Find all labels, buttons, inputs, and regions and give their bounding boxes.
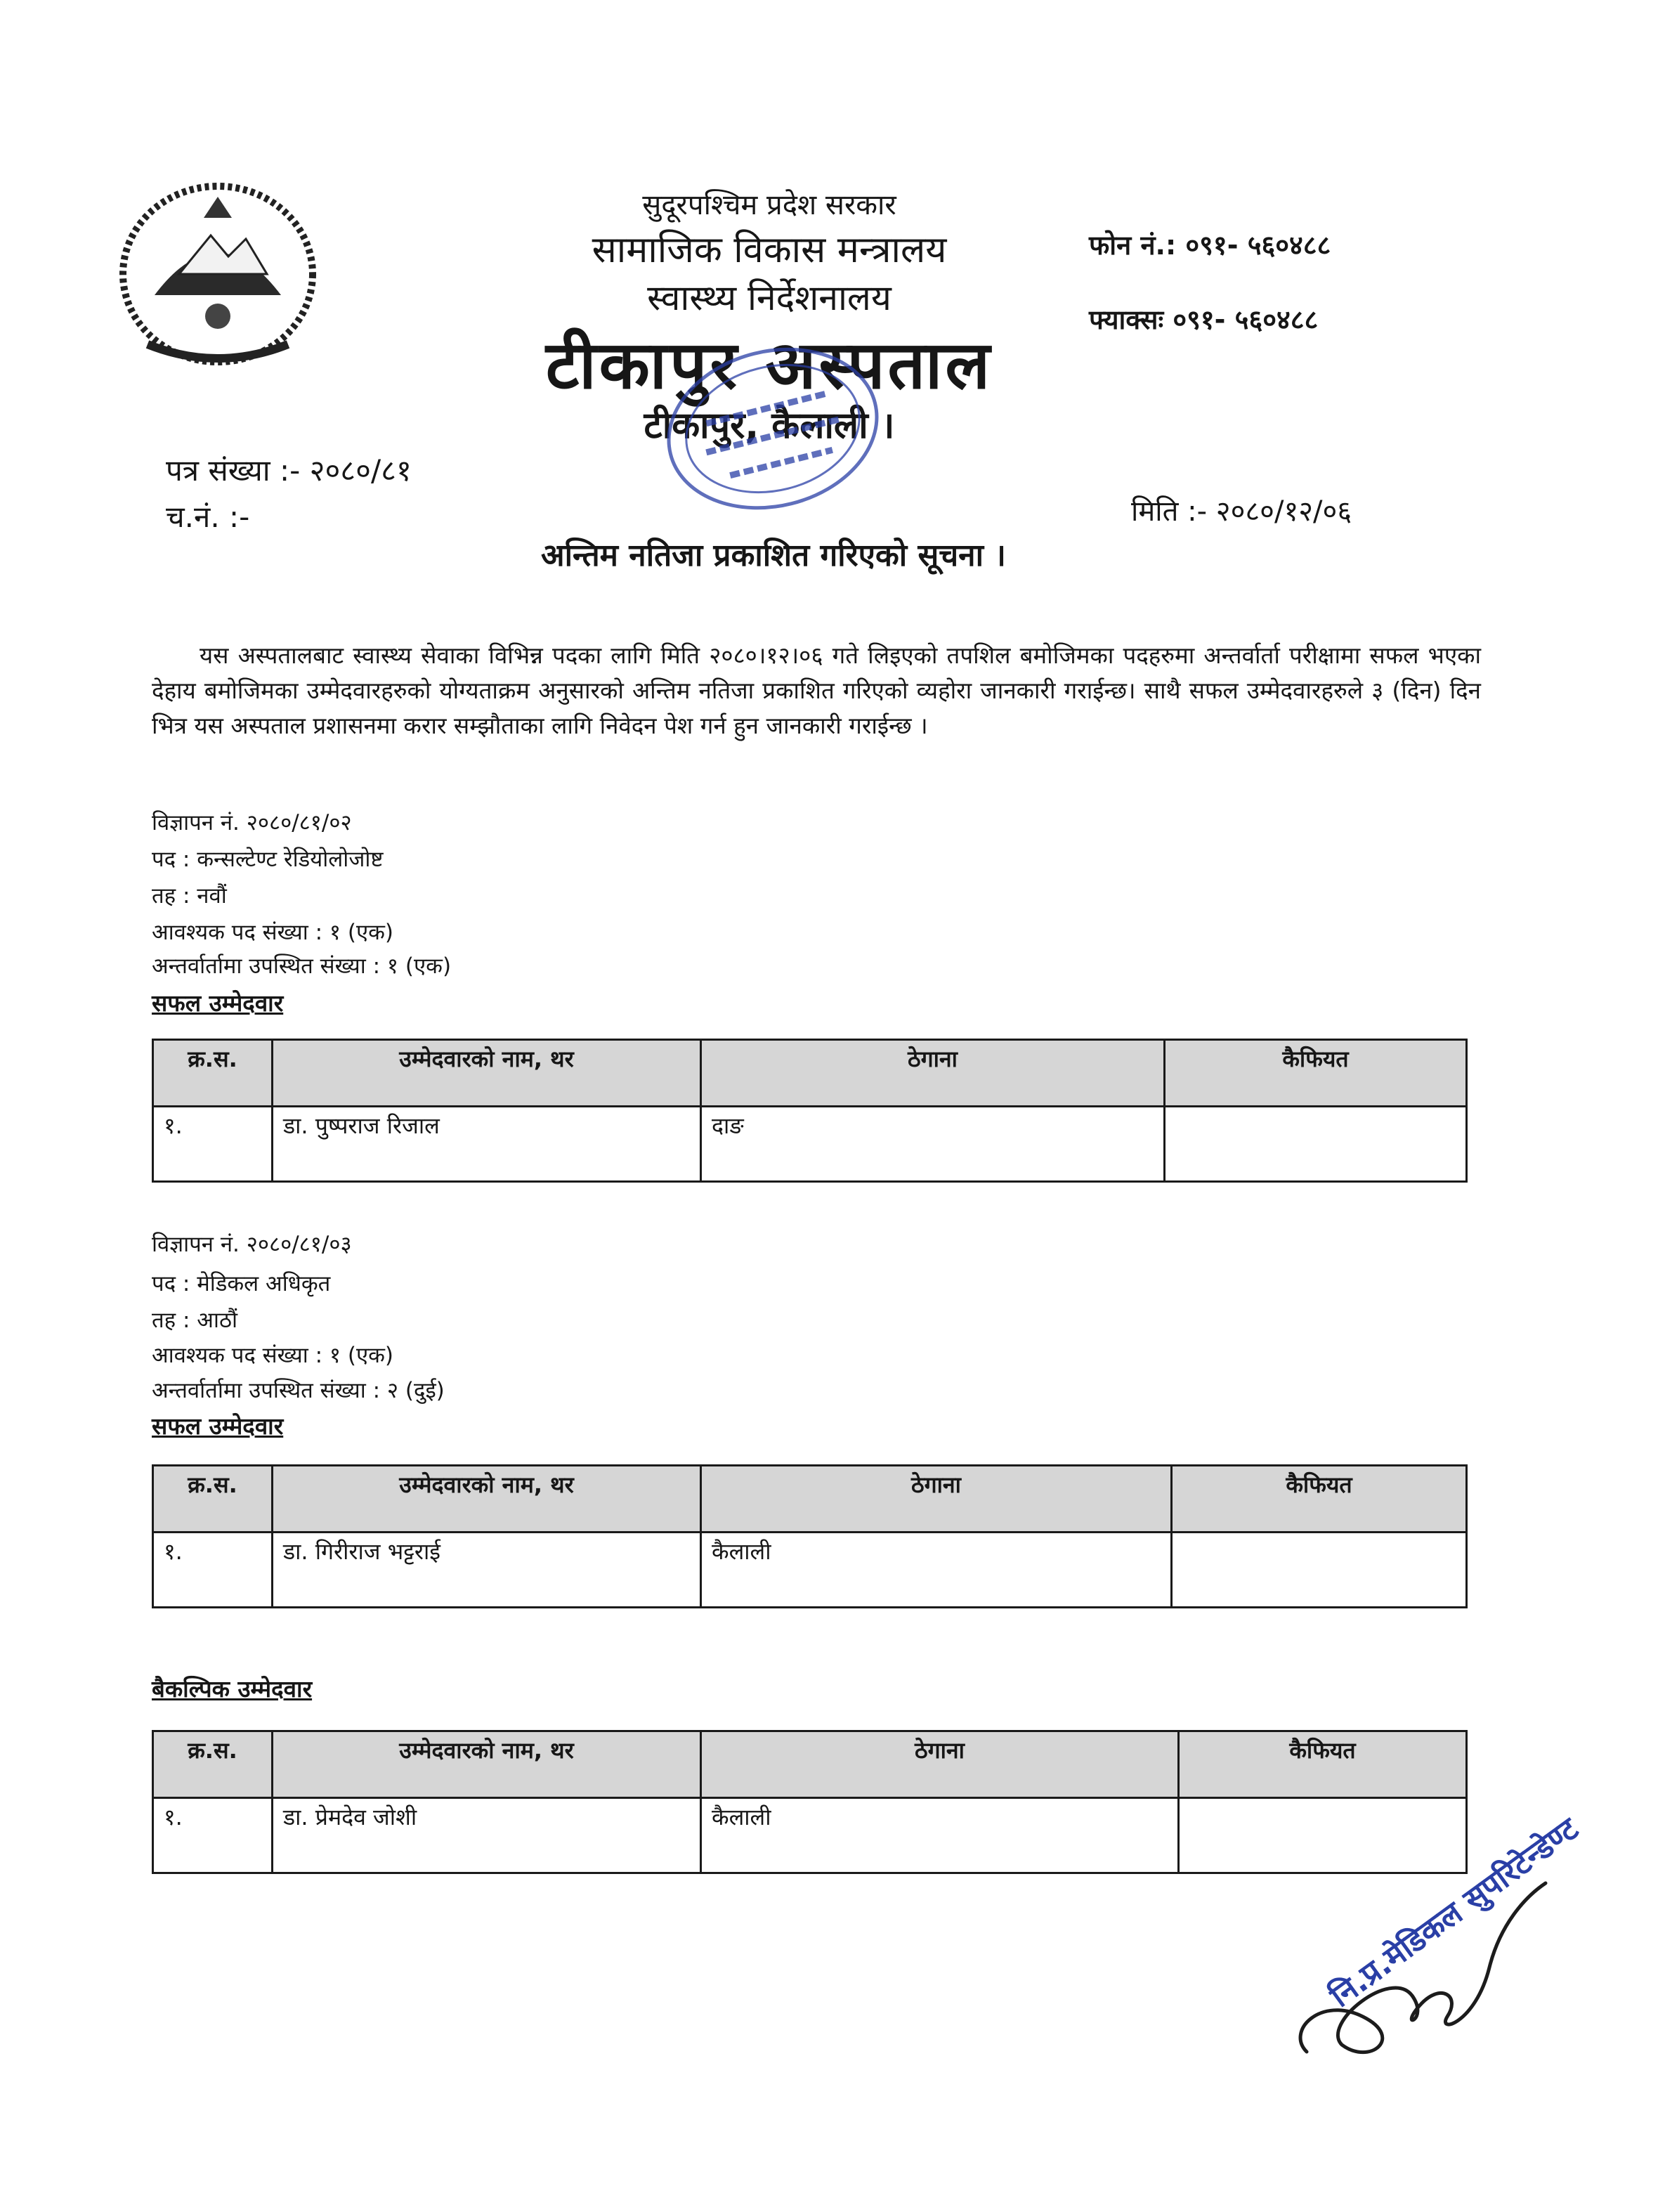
- table-header-row: [153, 1731, 1467, 1798]
- table-row: [153, 1798, 1467, 1873]
- col-sn: क्र.स.: [153, 1040, 273, 1107]
- signatory-designation: नि.प्र.मेडिकल सुपरिटेन्डेण्ट: [1324, 1811, 1586, 2015]
- dispatch-number: च.नं. :-: [166, 500, 250, 534]
- col-sn: क्र.स.: [153, 1466, 273, 1533]
- letter-date: मिति :- २०८०/१२/०६: [1131, 495, 1352, 528]
- table-row: [153, 1533, 1467, 1608]
- post-name: पद : मेडिकल अधिकृत: [152, 1271, 331, 1296]
- post-level: तह : आठौं: [152, 1308, 238, 1333]
- province-name: सुदूरपश्चिम प्रदेश सरकार: [642, 189, 896, 221]
- attended-count: अन्तर्वार्तामा उपस्थित संख्या : २ (दुई): [152, 1378, 445, 1403]
- cell-address: कैलाली: [701, 1533, 1172, 1608]
- cell-sn: १.: [153, 1533, 273, 1608]
- required-positions: आवश्यक पद संख्या : १ (एक): [152, 920, 394, 945]
- post-name: पद : कन्सल्टेण्ट रेडियोलोजोष्ट: [152, 847, 384, 872]
- candidate-table: [152, 1039, 1468, 1183]
- cell-remarks: [1165, 1107, 1467, 1182]
- cell-name: डा. पुष्पराज रिजाल: [273, 1107, 701, 1182]
- col-name: उम्मेदवारको नाम, थर: [273, 1731, 701, 1798]
- col-remarks: कैफियत: [1172, 1466, 1467, 1533]
- cell-remarks: [1172, 1533, 1467, 1608]
- directorate-name: स्वास्थ्य निर्देशनालय: [647, 278, 892, 318]
- col-remarks: कैफियत: [1179, 1731, 1467, 1798]
- col-address: ठेगाना: [701, 1466, 1172, 1533]
- col-sn: क्र.स.: [153, 1731, 273, 1798]
- ad-number: विज्ञापन नं. २०८०/८१/०२: [152, 810, 352, 835]
- hospital-name: टीकापुर अस्पताल: [545, 327, 993, 404]
- cell-address: दाङ: [701, 1107, 1165, 1182]
- cell-address: कैलाली: [701, 1798, 1179, 1873]
- letter-number: पत्र संख्या :- २०८०/८१: [166, 453, 412, 488]
- alternate-candidates-title: बैकल्पिक उम्मेदवार: [152, 1675, 313, 1703]
- ad-number: विज्ञापन नं. २०८०/८१/०३: [152, 1232, 352, 1257]
- alternate-candidate-table: [152, 1730, 1468, 1874]
- successful-candidates-title: सफल उम्मेदवार: [152, 1412, 284, 1440]
- table-row: [153, 1107, 1467, 1182]
- col-address: ठेगाना: [701, 1731, 1179, 1798]
- notice-body: यस अस्पतालबाट स्वास्थ्य सेवाका विभिन्न पदका लागि मिति २०८०।१२।०६ गते लिइएको तपशिल बमोजिमका पदहरुमा अन्तर्वार्ता परीक्षामा सफल भएका देहाय बमोजिमका उम्मेदवारहरुको योग्यताक्रम अनुसारको अन्तिम नतिजा प्रकाशित गरिएको व्यहोरा जानकारी गराईन्छ। साथै सफल उम्मेदवारहरुले ३ (दिन) दिन भित्र यस अस्पताल प्रशासनमा करार सम्झौताका लागि निवेदन पेश गर्न हुन जानकारी गराईन्छ ।: [152, 642, 1481, 739]
- office-stamp: [653, 330, 892, 527]
- col-address: ठेगाना: [701, 1040, 1165, 1107]
- required-positions: आवश्यक पद संख्या : १ (एक): [152, 1343, 394, 1368]
- nepal-emblem-icon: [105, 169, 330, 379]
- cell-name: डा. गिरीराज भट्टराई: [273, 1533, 701, 1608]
- cell-sn: १.: [153, 1107, 273, 1182]
- notice-subject: अन्तिम नतिजा प्रकाशित गरिएको सूचना ।: [541, 538, 1006, 573]
- cell-name: डा. प्रेमदेव जोशी: [273, 1798, 701, 1873]
- hospital-location: टीकापुर, कैलाली ।: [644, 405, 895, 447]
- cell-sn: १.: [153, 1798, 273, 1873]
- post-level: तह : नवौं: [152, 883, 227, 909]
- col-remarks: कैफियत: [1165, 1040, 1467, 1107]
- table-header-row: [153, 1040, 1467, 1107]
- attended-count: अन्तर्वार्तामा उपस्थित संख्या : १ (एक): [152, 954, 452, 979]
- phone-number: फोन नं.: ०९१- ५६०४८८: [1089, 230, 1331, 261]
- col-name: उम्मेदवारको नाम, थर: [273, 1040, 701, 1107]
- ministry-name: सामाजिक विकास मन्त्रालय: [592, 229, 947, 271]
- table-header-row: [153, 1466, 1467, 1533]
- candidate-table: [152, 1464, 1468, 1608]
- successful-candidates-title: सफल उम्मेदवार: [152, 989, 284, 1017]
- fax-number: फ्याक्सः ०९१- ५६०४८८: [1089, 304, 1319, 335]
- col-name: उम्मेदवारको नाम, थर: [273, 1466, 701, 1533]
